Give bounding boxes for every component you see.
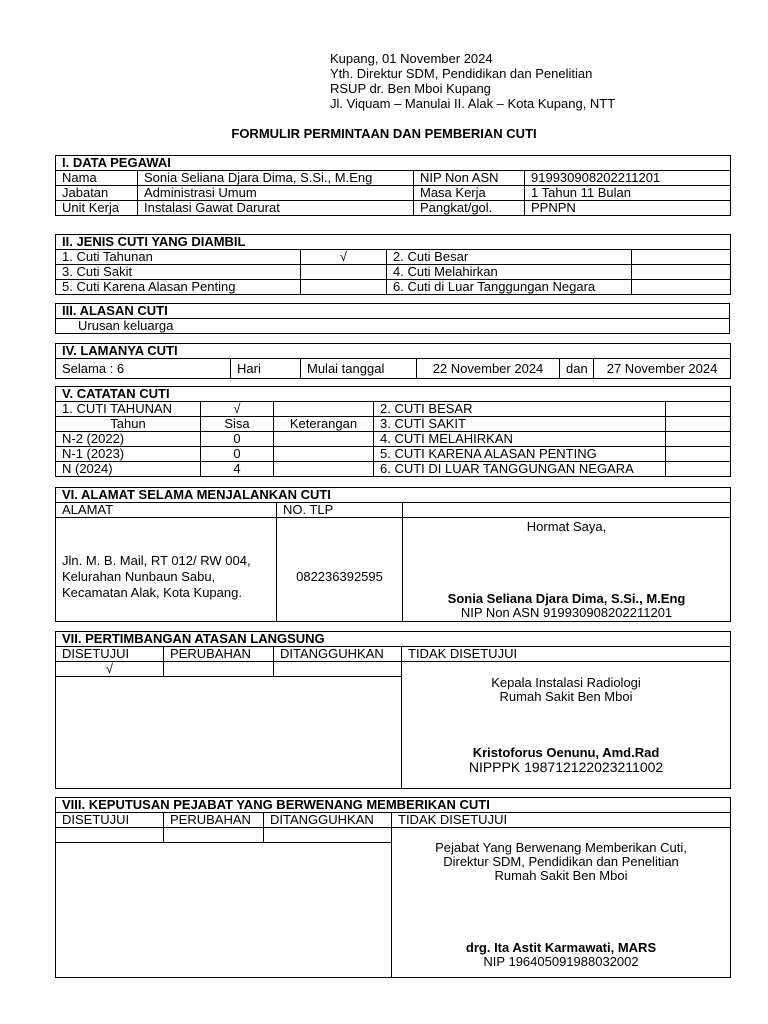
col-header-disetujui: DISETUJUI xyxy=(56,647,164,662)
leave-note-cell xyxy=(666,462,731,477)
year-remaining: 0 xyxy=(201,447,274,462)
field-value-masa: 1 Tahun 11 Bulan xyxy=(525,186,731,201)
leave-note-option: 4. CUTI MELAHIRKAN xyxy=(374,432,666,447)
supervisor-position: Kepala Instalasi Radiologi xyxy=(491,675,641,690)
leave-note-cell xyxy=(666,402,731,417)
official-signature-block xyxy=(392,828,731,978)
section-keputusan-pejabat xyxy=(55,797,731,978)
date-connector: dan xyxy=(560,359,594,379)
signature-space xyxy=(398,883,724,941)
supervisor-name: Kristoforus Oenunu, Amd.Rad xyxy=(472,745,660,760)
leave-option: 4. Cuti Melahirkan xyxy=(387,265,632,280)
start-label: Mulai tanggal xyxy=(301,359,417,379)
col-header-tidak-disetujui: TIDAK DISETUJUI xyxy=(402,647,731,662)
leave-note-label: 1. CUTI TAHUNAN xyxy=(56,402,201,417)
leave-option: 6. Cuti di Luar Tanggungan Negara xyxy=(387,280,632,295)
leave-checkbox-cell xyxy=(632,280,731,295)
col-header-disetujui: DISETUJUI xyxy=(56,813,164,828)
section-pertimbangan-atasan xyxy=(55,631,731,789)
section-title: V. CATATAN CUTI xyxy=(56,387,731,402)
leave-address: Jln. M. B. Mail, RT 012/ RW 004, Kelurahan Nunbaun Sabu, Kecamatan Alak, Kota Kupang. xyxy=(56,518,277,622)
leave-checkmark: √ xyxy=(301,250,387,265)
field-label: Pangkat/gol. xyxy=(414,201,525,216)
approval-checkmark: √ xyxy=(56,662,164,677)
year-label: N-2 (2022) xyxy=(56,432,201,447)
decision-cell xyxy=(264,828,392,843)
leave-phone: 082236392595 xyxy=(277,518,403,622)
official-position: Direktur SDM, Pendidikan dan Penelitian xyxy=(443,853,679,869)
field-value-pangkat: PPNPN xyxy=(525,201,731,216)
col-header-keterangan: Keterangan xyxy=(274,417,374,432)
leave-note-cell xyxy=(274,402,374,417)
field-value-unit: Instalasi Gawat Darurat xyxy=(138,201,414,216)
leave-note-cell xyxy=(666,432,731,447)
field-value-nama: Sonia Seliana Djara Dima, S.Si., M.Eng xyxy=(138,171,414,186)
field-label: Jabatan xyxy=(56,186,138,201)
year-label: N (2024) xyxy=(56,462,201,477)
leave-checkbox-cell xyxy=(632,265,731,280)
official-institution: Rumah Sakit Ben Mboi xyxy=(494,867,628,883)
col-header-perubahan: PERUBAHAN xyxy=(164,647,274,662)
col-header-perubahan: PERUBAHAN xyxy=(164,813,264,828)
start-date: 22 November 2024 xyxy=(417,359,560,379)
year-label: N-1 (2023) xyxy=(56,447,201,462)
leave-option: 3. Cuti Sakit xyxy=(56,265,301,280)
col-header-tidak-disetujui: TIDAK DISETUJUI xyxy=(392,813,731,828)
leave-checkbox-cell xyxy=(301,280,387,295)
year-remaining: 4 xyxy=(201,462,274,477)
section-title: VI. ALAMAT SELAMA MENJALANKAN CUTI xyxy=(56,488,731,503)
leave-note-cell xyxy=(274,462,374,477)
section-lamanya-cuti xyxy=(55,343,731,379)
supervisor-nip: NIPPPK 198712122023211002 xyxy=(468,759,664,775)
decision-cell xyxy=(164,828,264,843)
leave-note-option: 3. CUTI SAKIT xyxy=(374,417,666,432)
closing-greeting: Hormat Saya, xyxy=(526,518,607,534)
form-title: FORMULIR PERMINTAAN DAN PEMBERIAN CUTI xyxy=(231,126,537,141)
leave-note-cell xyxy=(666,447,731,462)
col-header-tahun: Tahun xyxy=(56,417,201,432)
header-date: Kupang, 01 November 2024 xyxy=(330,51,493,66)
supervisor-institution: Rumah Sakit Ben Mboi xyxy=(499,689,633,704)
section-data-pegawai xyxy=(55,155,731,216)
field-label: Nama xyxy=(56,171,138,186)
leave-note-option: 5. CUTI KARENA ALASAN PENTING xyxy=(374,447,666,462)
section-title: III. ALASAN CUTI xyxy=(56,304,730,319)
end-date: 27 November 2024 xyxy=(594,359,731,379)
leave-option: 2. Cuti Besar xyxy=(387,250,632,265)
decision-cell xyxy=(274,662,402,677)
supervisor-signature-block xyxy=(402,662,731,789)
applicant-name: Sonia Seliana Djara Dima, S.Si., M.Eng xyxy=(447,590,686,606)
section-title: I. DATA PEGAWAI xyxy=(56,156,731,171)
signature-space xyxy=(409,534,724,592)
leave-note-cell xyxy=(274,432,374,447)
col-header-alamat: ALAMAT xyxy=(56,503,277,518)
header-institution: RSUP dr. Ben Mboi Kupang xyxy=(330,81,491,96)
header-blank-cell xyxy=(403,503,731,518)
col-header-ditangguhkan: DITANGGUHKAN xyxy=(264,813,392,828)
col-header-ditangguhkan: DITANGGUHKAN xyxy=(274,647,402,662)
applicant-nip: NIP Non ASN 919930908202211201 xyxy=(460,604,673,620)
leave-note-option: 6. CUTI DI LUAR TANGGUNGAN NEGARA xyxy=(374,462,666,477)
official-name: drg. Ita Astit Karmawati, MARS xyxy=(465,939,657,955)
field-label: Masa Kerja xyxy=(414,186,525,201)
leave-option: 1. Cuti Tahunan xyxy=(56,250,301,265)
section-alasan-cuti xyxy=(55,303,730,334)
year-remaining: 0 xyxy=(201,432,274,447)
section-jenis-cuti xyxy=(55,234,731,295)
blank-area xyxy=(56,677,402,789)
leave-reason: Urusan keluarga xyxy=(56,319,730,334)
header-address: Jl. Viquam – Manulai II. Alak – Kota Kupang, NTT xyxy=(330,96,616,111)
duration: Selama : 6 xyxy=(56,359,231,379)
blank-area xyxy=(56,843,392,978)
leave-checkbox-cell xyxy=(301,265,387,280)
duration-unit: Hari xyxy=(231,359,301,379)
official-title: Pejabat Yang Berwenang Memberikan Cuti, xyxy=(435,839,687,855)
leave-note-checkmark: √ xyxy=(201,402,274,417)
leave-note-cell xyxy=(274,447,374,462)
decision-cell xyxy=(164,662,274,677)
section-title: VII. PERTIMBANGAN ATASAN LANGSUNG xyxy=(56,632,731,647)
section-title: II. JENIS CUTI YANG DIAMBIL xyxy=(56,235,731,250)
field-label: Unit Kerja xyxy=(56,201,138,216)
leave-checkbox-cell xyxy=(632,250,731,265)
field-label: NIP Non ASN xyxy=(414,171,525,186)
field-value-nip: 919930908202211201 xyxy=(525,171,731,186)
field-value-jabatan: Administrasi Umum xyxy=(138,186,414,201)
col-header-sisa: Sisa xyxy=(201,417,274,432)
col-header-tlp: NO. TLP xyxy=(277,503,403,518)
section-alamat-cuti xyxy=(55,487,731,622)
official-nip: NIP 196405091988032002 xyxy=(483,953,639,969)
leave-note-option: 2. CUTI BESAR xyxy=(374,402,666,417)
leave-option: 5. Cuti Karena Alasan Penting xyxy=(56,280,301,295)
section-catatan-cuti xyxy=(55,386,731,477)
applicant-signature-block xyxy=(403,518,731,622)
decision-cell xyxy=(56,828,164,843)
signature-space xyxy=(408,704,724,746)
leave-note-cell xyxy=(666,417,731,432)
section-title: IV. LAMANYA CUTI xyxy=(56,344,731,359)
section-title: VIII. KEPUTUSAN PEJABAT YANG BERWENANG MEMBERIKAN CUTI xyxy=(56,798,731,813)
letter-header xyxy=(330,51,615,111)
header-recipient: Yth. Direktur SDM, Pendidikan dan Penelitian xyxy=(330,66,593,81)
